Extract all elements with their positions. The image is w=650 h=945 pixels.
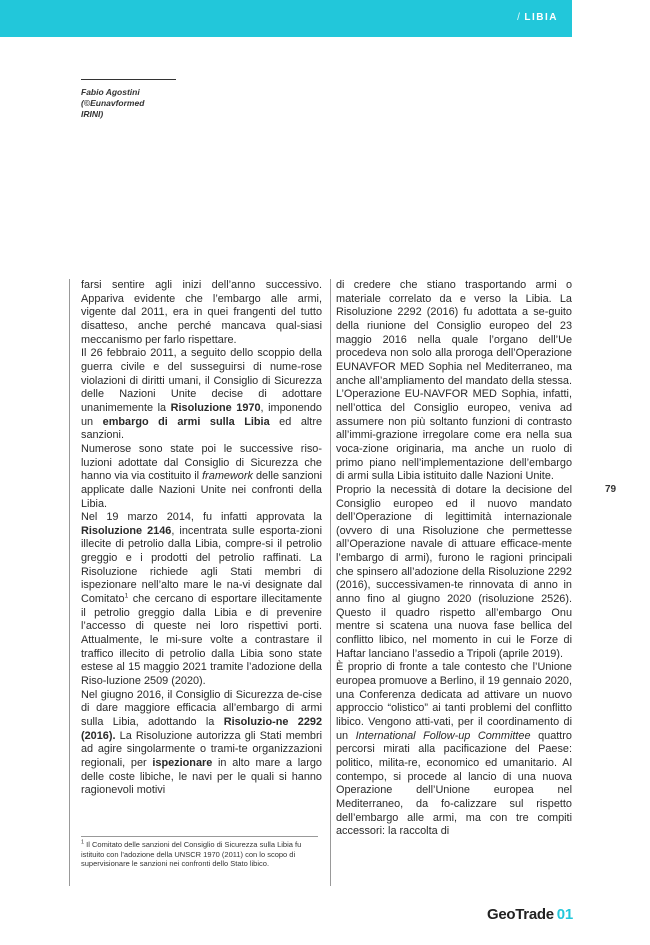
paragraph: Nel giugno 2016, il Consiglio di Sicurezza de-cise di dare maggiore efficacia all’embargo di armi sulla Libia, adottando la Risoluzio-ne 2292 (2016). La Risoluzione autorizza gli Stati membri ad agire singolarmente o trami-te organizzazioni regionali, per ispezionare in alto mare a largo delle coste libiche, le navi per le quali si hanno ragionevoli motivi	[81, 688, 323, 797]
page-number: 79	[605, 484, 617, 495]
brand-logo: GeoTrade 01	[487, 906, 573, 923]
footnote-ref[interactable]: 1	[124, 592, 129, 600]
paragraph: Il 26 febbraio 2011, a seguito dello scoppio della guerra civile e del susseguirsi di nume-rose violazioni di diritti umani, il Consiglio di Sicurezza delle Nazioni Unite decise di adottare unanimemente la Risoluzione 1970, imponendo un embargo di armi sulla Libia ed altre sanzioni.	[81, 347, 323, 442]
paragraph: di credere che stiano trasportando armi o materiale correlato da e verso la Libia. La Risoluzione 2292 (2016) fu adottata a se-guito della riunione del Consiglio europeo del 23 maggio 2016 nella quale l’organo dell’Ue procedeva non solo alla proroga dell’Operazione EUNAVFOR MED Sophia nel Mediterraneo, ma anche all’ampliamento del mandato della stessa. L’Operazione EU-NAVFOR MED Sophia, infatti, nell’ottica del Consiglio europeo, veniva ad assumere non più soltanto funzioni di contrasto all’immi-grazione irregolare come era nella sua voca-zione originaria, ma anche un ruolo di primo piano nell’implementazione dell’embargo di armi sulla Libia istituito dalle Nazioni Unite.	[336, 279, 572, 483]
photo-credit	[81, 87, 191, 120]
section-label: / LIBIA	[517, 12, 558, 23]
text-column-left	[81, 279, 322, 798]
credit-rule	[81, 79, 176, 80]
paragraph: farsi sentire agli inizi dell’anno successivo. Apparivа evidente che l’embargo alle armi, vigente dal 2011, era in quei frangenti del tutto disatteso, anche perché mancava qual-siasi meccanismo per farlo rispettare.	[81, 279, 322, 346]
footnote-rule	[81, 836, 318, 837]
paragraph: Proprio la necessità di dotare la decisione del Consiglio europeo ed il nuovo mandato dell’Operazione di legittimità internazionale (ovvero di una Risoluzione che permettesse all’Operazione navale di attuare efficace-mente l’embargo di armi), furono le ragioni principali che spinsero all’adozione della Risoluzione 2292 (2016), successivamen-te rinnovata di anno in anno fino al giugno 2020 (risoluzione 2526). Questo il quadro rispetto all’embargo Onu mentre si scatena una nuova fase bellica del conflitto libico, nel momento in cui le Forze di Haftar lanciano l’assedio a Tripoli (aprile 2019).	[336, 483, 572, 660]
credit-line: (©Eunavformed	[81, 98, 145, 108]
column-divider	[69, 279, 70, 886]
text-column-right	[336, 279, 572, 839]
header-bar	[0, 0, 572, 37]
credit-line: Fabio Agostini	[81, 87, 140, 97]
column-divider	[330, 279, 331, 886]
paragraph: Nel 19 marzo 2014, fu infatti approvata la Risoluzione 2146, incentrata sulle esporta-zioni illecite di petrolio dalla Libia, compre-si il petrolio greggio e i prodotti del petrolio raffinati. La Risoluzione richiede agli Stati membri di ispezionare nell’alto mare le na-vi designate dal Comitato$^1$ che cercano di esportare illecitamente il petrolio greggio dalla Libia e di prevenire l’accesso di queste nei loro rispettivi porti. Attualmente, le mi-sure volte a contrastare il traffico illecito di petrolio dalla Libia sono state estese al 15 maggio 2021 tramite l’adozione della Riso-luzione 2509 (2020).	[81, 511, 322, 688]
footnote: $^1$ Il Comitato delle sanzioni del Consiglio di Sicurezza sulla Libia fu istituito con l’adozione della UNSCR 1970 (2011) con lo scopo di supervisionare le sanzioni nei confronti dello Stato libico.	[81, 839, 302, 869]
credit-line: IRINI)	[81, 109, 104, 119]
paragraph: È proprio di fronte a tale contesto che l’Unione europea promuove a Berlino, il 19 gennaio 2020, una Conferenza dedicata ad attivare un nuovo approccio “olistico” ai tanti problemi del conflitto libico. Vengono atti-vati, per il coordinamento di un International Follow-up Committee quattro percorsi mirati alla pacificazione del Paese: politico, milita-re, economico ed umanitario. Al contempo, si procede al lancio di una nuova Operazione dell’Unione europea nel Mediterraneo, da fo-calizzare sul rispetto dell’embargo alle armi, ma con tre compiti accessori: la raccolta di	[336, 661, 572, 838]
paragraph: Numerose sono state poi le successive riso-luzioni adottate dal Consiglio di Sicurezza che hanno via via costituito il framework delle sanzioni applicate dalle Nazioni Unite nei confronti della Libia.	[81, 442, 322, 510]
